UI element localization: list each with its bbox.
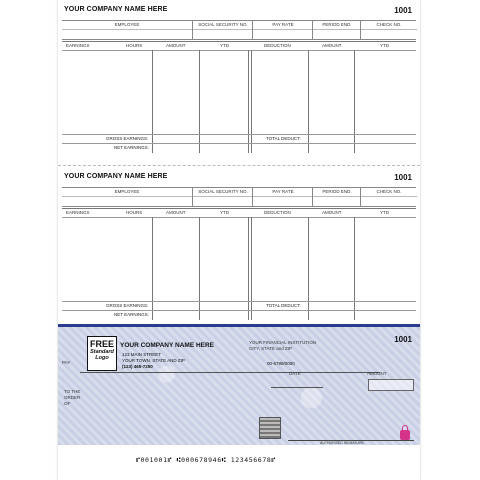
header-employee: EMPLOYEE (62, 188, 192, 206)
col-ytd: YTD (220, 43, 229, 48)
logo-standard-text: Standard (90, 349, 114, 355)
grid-divider (354, 50, 355, 153)
check-number: 1001 (394, 335, 412, 344)
col-deduction-amount: AMOUNT (322, 210, 342, 215)
date-line (271, 387, 323, 388)
totals-line (62, 310, 416, 311)
col-amount: AMOUNT (166, 210, 186, 215)
col-deduction-ytd: YTD (380, 210, 389, 215)
grid-divider (308, 50, 309, 153)
header-employee: EMPLOYEE (62, 21, 192, 39)
header-ssn: SOCIAL SECURITY NO. (192, 21, 253, 39)
amount-label: AMOUNT (367, 371, 387, 376)
gross-earnings-label: GROSS EARNINGS: (106, 303, 149, 308)
check-address-line2: YOUR TOWN, STATE AND ZIP (122, 358, 185, 363)
grid-header-line (62, 217, 416, 218)
routing-fraction: 00-6789/0000 (267, 361, 295, 366)
header-pay-rate: PAY RATE (252, 21, 313, 39)
order-label: ORDER (64, 395, 81, 400)
logo-logo-text: Logo (95, 355, 109, 361)
grid-divider (199, 217, 200, 320)
stub-check-number: 1001 (394, 173, 412, 182)
grid-divider (354, 217, 355, 320)
hologram-icon (259, 417, 281, 439)
col-deduction: DEDUCTION (264, 43, 291, 48)
stub-earnings-grid (62, 208, 416, 320)
total-deduct-label: TOTAL DEDUCT: (266, 136, 301, 141)
pay-line (80, 372, 380, 373)
totals-line (62, 301, 416, 302)
pay-label: PAY (62, 360, 71, 365)
padlock-icon (400, 430, 410, 440)
col-earnings: EARNINGS (66, 210, 90, 215)
stub-company-name: YOUR COMPANY NAME HERE (64, 6, 168, 13)
check-company-name: YOUR COMPANY NAME HERE (120, 342, 215, 349)
check-body (58, 324, 420, 445)
check-sheet (58, 0, 420, 480)
stub-company-name: YOUR COMPANY NAME HERE (64, 173, 168, 180)
perforation-line (58, 165, 420, 166)
to-the-label: TO THE (64, 389, 81, 394)
header-check-no: CHECK NO. (360, 21, 417, 39)
stub-check-number: 1001 (394, 6, 412, 15)
bank-name: YOUR FINANCIAL INSTITUTION (249, 340, 317, 345)
stub-header-row (62, 187, 416, 207)
stub-header-row (62, 20, 416, 40)
grid-divider (199, 50, 200, 153)
of-label: OF (64, 401, 71, 406)
grid-divider (251, 50, 252, 153)
check-address-line1: 123 MAIN STREET (122, 352, 162, 357)
grid-header-line (62, 50, 416, 51)
col-hours: HOURS (126, 43, 143, 48)
col-amount: AMOUNT (166, 43, 186, 48)
gross-earnings-label: GROSS EARNINGS: (106, 136, 149, 141)
payroll-stub-top (58, 0, 420, 160)
grid-divider (308, 217, 309, 320)
grid-divider (248, 217, 249, 320)
signature-label: AUTHORIZED SIGNATURE (320, 441, 364, 445)
col-hours: HOURS (126, 210, 143, 215)
header-check-no: CHECK NO. (360, 188, 417, 206)
micr-line: ⑈001001⑈ ⑆000678946⑆ 123456678⑈ (136, 456, 276, 464)
grid-divider (152, 50, 153, 153)
grid-divider (248, 50, 249, 153)
check-phone: (123) 465-7250 (122, 364, 153, 369)
logo-free-text: FREE (89, 339, 114, 349)
totals-line (62, 143, 416, 144)
col-deduction: DEDUCTION (264, 210, 291, 215)
col-deduction-ytd: YTD (380, 43, 389, 48)
payroll-stub-bottom (58, 167, 420, 322)
totals-line (62, 134, 416, 135)
stub-earnings-grid (62, 41, 416, 153)
header-period-end: PERIOD END. (312, 21, 361, 39)
bank-city: CITY, STATE and ZIP (249, 346, 293, 351)
grid-divider (152, 217, 153, 320)
net-earnings-label: NET EARNINGS: (114, 312, 149, 317)
col-earnings: EARNINGS (66, 43, 90, 48)
net-earnings-label: NET EARNINGS: (114, 145, 149, 150)
header-ssn: SOCIAL SECURITY NO. (192, 188, 253, 206)
total-deduct-label: TOTAL DEDUCT: (266, 303, 301, 308)
amount-box[interactable] (368, 379, 414, 391)
col-deduction-amount: AMOUNT (322, 43, 342, 48)
col-ytd: YTD (220, 210, 229, 215)
header-period-end: PERIOD END. (312, 188, 361, 206)
free-standard-logo (87, 336, 117, 371)
grid-divider (251, 217, 252, 320)
date-label: DATE (289, 371, 301, 376)
header-pay-rate: PAY RATE (252, 188, 313, 206)
